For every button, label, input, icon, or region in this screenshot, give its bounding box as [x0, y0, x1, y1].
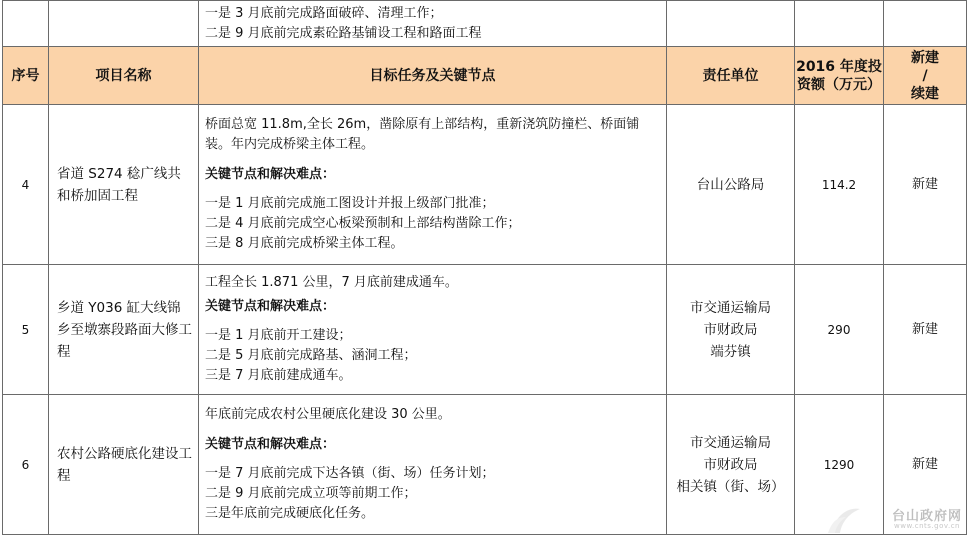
row-task-intro: 工程全长 1.871 公里，7 月底前建成通车。	[205, 275, 458, 290]
row-node: 一是 1 月底前开工建设；	[205, 328, 352, 343]
row-unit-line: 市交通运输局	[690, 434, 771, 451]
continued-row	[3, 1, 967, 47]
watermark-text: 台山政府网	[891, 509, 962, 524]
continued-name-cell	[49, 1, 199, 47]
row-key-title: 关键节点和解决难点：	[205, 299, 336, 314]
row-unit	[667, 105, 795, 265]
watermark-logo-icon	[824, 503, 864, 537]
header-name: 项目名称	[49, 47, 199, 105]
row-node: 三是 7 月底前建成通车。	[205, 368, 352, 383]
site-watermark	[824, 503, 964, 537]
header-type	[884, 47, 967, 105]
header-seq: 序号	[3, 47, 49, 105]
row-unit-line: 台山公路局	[696, 176, 765, 193]
table-row	[3, 105, 967, 265]
header-row	[3, 47, 967, 105]
row-node: 一是 7 月底前完成下达各镇（街、场）任务计划；	[205, 466, 495, 481]
row-node: 三是 8 月底前完成桥梁主体工程。	[205, 236, 404, 251]
row-task-intro: 年底前完成农村公里硬底化建设 30 公里。	[205, 407, 451, 422]
row-seq: 4	[3, 105, 49, 265]
row-investment: 290	[795, 265, 884, 395]
header-unit: 责任单位	[667, 47, 795, 105]
header-type-line1: 新建	[911, 49, 939, 66]
row-seq: 5	[3, 265, 49, 395]
header-type-line2: /	[922, 67, 928, 84]
continued-seq-cell	[3, 1, 49, 47]
continued-invest-cell	[795, 1, 884, 47]
row-type: 新建	[884, 105, 967, 265]
continued-task-cell	[199, 1, 667, 47]
row-unit-line: 相关镇（街、场）	[676, 478, 785, 495]
row-unit-line: 市财政局	[703, 456, 758, 473]
continued-type-cell	[884, 1, 967, 47]
row-node: 一是 1 月底前完成施工图设计并报上级部门批准；	[205, 196, 495, 211]
continued-unit-cell	[667, 1, 795, 47]
row-key-title: 关键节点和解决难点：	[205, 167, 336, 182]
row-project-name: 省道 S274 稔广线共和桥加固工程	[49, 105, 199, 265]
row-unit-line: 端芬镇	[710, 343, 751, 360]
row-node: 二是 9 月底前完成立项等前期工作；	[205, 486, 417, 501]
header-investment-line1: 2016 年度投	[796, 58, 882, 75]
header-type-line3: 续建	[911, 85, 939, 102]
continued-line: 一是 3 月底前完成路面破碎、清理工作；	[205, 5, 443, 21]
row-unit-line: 市财政局	[703, 321, 758, 338]
row-unit	[667, 265, 795, 395]
row-task	[199, 265, 667, 395]
row-investment: 1290	[795, 395, 884, 535]
watermark-subtext: www.cnts.gov.cn	[894, 522, 960, 530]
row-task-intro: 桥面总宽 11.8m,全长 26m，凿除原有上部结构，重新浇筑防撞栏、桥面铺装。年内完成桥梁主体工程。	[205, 117, 640, 152]
row-type: 新建	[884, 265, 967, 395]
row-project-name: 农村公路硬底化建设工程	[49, 395, 199, 535]
table-row	[3, 265, 967, 395]
header-investment	[795, 47, 884, 105]
project-table	[2, 0, 967, 535]
row-node: 二是 4 月底前完成空心板梁预制和上部结构凿除工作；	[205, 216, 521, 231]
row-node: 二是 5 月底前完成路基、涵洞工程；	[205, 348, 417, 363]
row-key-title: 关键节点和解决难点：	[205, 437, 336, 452]
row-unit	[667, 395, 795, 535]
row-investment: 114.2	[795, 105, 884, 265]
row-type: 新建	[884, 395, 967, 535]
header-investment-line2: 资额（万元）	[797, 76, 881, 93]
row-unit-line: 市交通运输局	[690, 299, 771, 316]
row-project-name: 乡道 Y036 缸大线锦乡至墩寨段路面大修工程	[49, 265, 199, 395]
row-task	[199, 395, 667, 535]
header-task: 目标任务及关键节点	[199, 47, 667, 105]
continued-line: 二是 9 月底前完成素砼路基铺设工程和路面工程	[205, 25, 482, 41]
row-task	[199, 105, 667, 265]
row-node: 三是年底前完成硬底化任务。	[205, 506, 375, 521]
row-seq: 6	[3, 395, 49, 535]
table-row	[3, 395, 967, 535]
